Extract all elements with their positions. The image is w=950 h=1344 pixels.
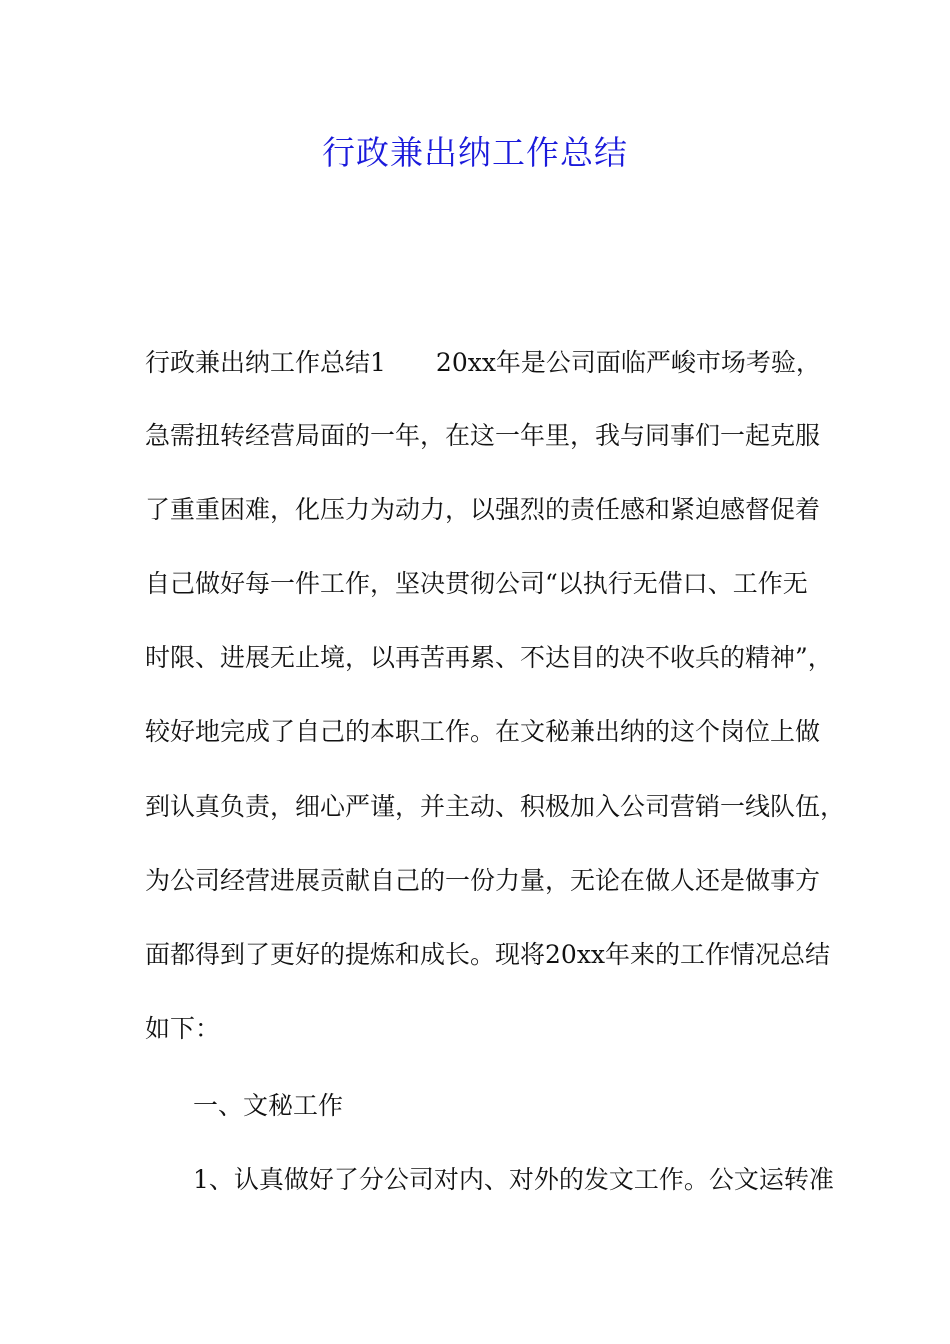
body-line: 为公司经营进展贡献自己的一份力量，无论在做人还是做事方 [145,866,821,895]
document-title: 行政兼出纳工作总结 [322,133,628,172]
body-line: 面都得到了更好的提炼和成长。现将20xx年来的工作情况总结 [145,940,831,969]
body-line: 如下： [145,1014,221,1043]
body-line: 较好地完成了自己的本职工作。在文秘兼出纳的这个岗位上做 [145,717,821,746]
body-line: 时限、进展无止境，以再苦再累、不达目的决不收兵的精神”， [145,643,833,672]
body-line: 了重重困难，化压力为动力，以强烈的责任感和紧迫感督促着 [145,495,821,524]
body-line: 到认真负责，细心严谨，并主动、积极加入公司营销一线队伍， [145,792,846,821]
body-line: 1、认真做好了分公司对内、对外的发文工作。公文运转准 [193,1165,834,1194]
body-line: 行政兼出纳工作总结1 20xx年是公司面临严峻市场考验， [145,348,821,377]
body-line: 自己做好每一件工作，坚决贯彻公司“以执行无借口、工作无 [145,569,808,598]
section-heading: 一、文秘工作 [193,1091,344,1120]
body-line: 急需扭转经营局面的一年，在这一年里，我与同事们一起克服 [145,421,821,450]
